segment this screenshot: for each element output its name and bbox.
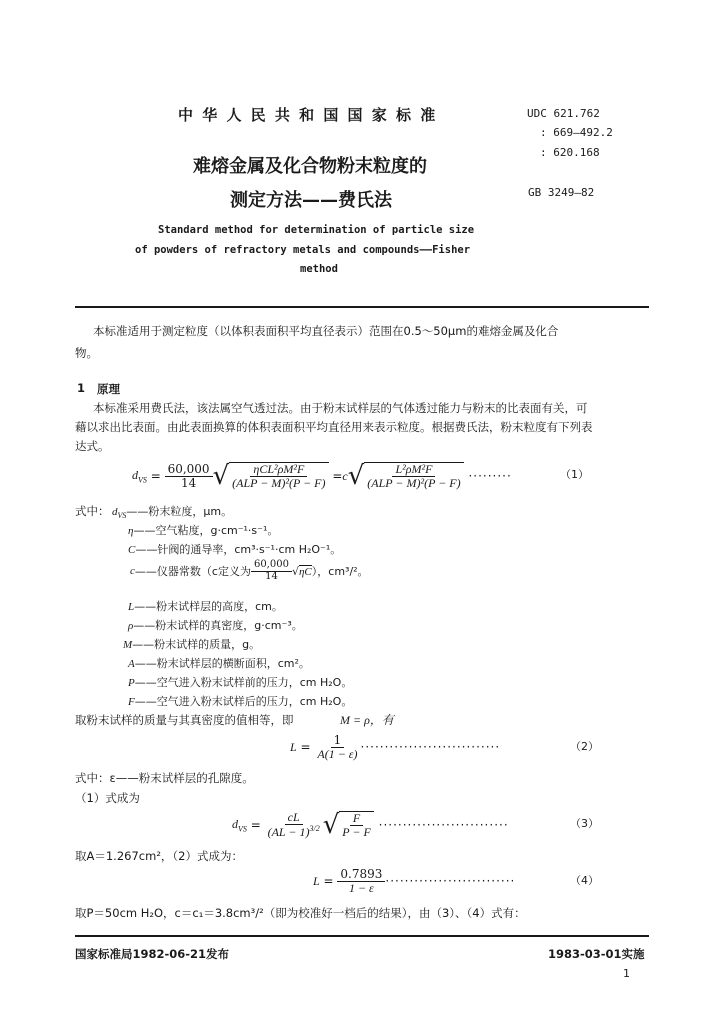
eq1-becomes: （1）式成为: [75, 791, 140, 805]
page-number: 1: [623, 967, 630, 980]
para-line1: 本标准采用费氏法，该法属空气透过法。由于粉末试样层的气体透过能力与粉末的比表面有关，可: [93, 401, 588, 415]
udc-code: UDC 621.762: [527, 107, 600, 120]
national-standard-heading: 中 华 人 民 共 和 国 国 家 标 准: [178, 106, 438, 124]
equation-1: $d_{VS}$ = $\frac{60,000}{14}$ √ $\frac{\text{ηCL²ρM²F}}{\text{(ALP − M)²(P − F)}}$ = c √ $\frac{\text{L²ρM²F}}{\text{(ALP − M)²(P − F)}}$ ·········: [132, 461, 512, 491]
para-line2: 藉以求出比表面。由此表面换算的体积表面积平均直径用来表示粒度。根据费氏法，粉末粒度有下列表: [75, 420, 593, 434]
footer-rule: [75, 935, 649, 937]
equation-2: L = $\frac{1}{A(1 - \varepsilon)}$ ·····························: [290, 732, 501, 761]
def-A: A——粉末试样层的横断面积，cm²。: [128, 657, 310, 670]
title-en-line3: method: [300, 263, 338, 275]
equation-3: $d_{VS}$ = $\frac{cL}{(AL - 1)^{3/2}}$ √ $\frac{F}{P - F}$ ···························: [232, 810, 509, 840]
def-P: P——空气进入粉末试样前的压力，cm H₂O。: [128, 676, 353, 689]
udc-code-line3: : 620.168: [540, 146, 600, 159]
def-C: C——针阀的通导率，cm³·s⁻¹·cm H₂O⁻¹。: [128, 543, 342, 556]
equation-2-number: （2）: [570, 740, 599, 753]
def-eta: η——空气粘度，g·cm⁻¹·s⁻¹。: [128, 524, 279, 537]
gb-number: GB 3249—82: [528, 186, 595, 199]
def-F: F——空气进入粉末试样后的压力，cm H₂O。: [128, 695, 353, 708]
def-L: L——粉末试样层的高度，cm。: [128, 600, 283, 613]
take-P: 取P＝50cm H₂O，c＝c₁＝3.8cm³/²（即为校准好一档后的结果），由（3）、（4）式有：: [75, 906, 526, 920]
def-dvs: $d_{VS}——$粉末粒度，μm。: [112, 505, 233, 521]
intro-line2: 物。: [75, 346, 98, 360]
title-en-line1: Standard method for determination of particle size: [158, 224, 475, 236]
def-M: M——粉末试样的质量，g。: [123, 638, 261, 651]
section-title: 原理: [97, 382, 120, 396]
equation-4-number: （4）: [570, 874, 599, 887]
equation-1-number: （1）: [560, 468, 589, 481]
where-eps: 式中：ε——粉末试样层的孔隙度。: [75, 771, 254, 785]
intro-line1: 本标准适用于测定粒度（以体积表面积平均直径表示）范围在0.5～50μm的难熔金属及化合: [93, 324, 559, 338]
issued-text: 国家标准局1982-06-21发布: [75, 947, 230, 961]
take-A: 取A＝1.267cm²，（2）式成为：: [75, 849, 243, 863]
take-mass-text: 取粉末试样的质量与其真密度的值相等，即: [75, 713, 294, 727]
para-line3: 达式。: [75, 439, 110, 453]
def-rho: ρ——粉末试样的真密度，g·cm⁻³。: [128, 619, 303, 632]
where-label: 式中：: [75, 504, 110, 518]
def-c: c ——仪器常数（c定义为 $\frac{60,000}{14}$ √ ηC ），cm³/²。: [130, 559, 369, 582]
equation-4: L = $\frac{0.7893}{1 - \varepsilon}$ ···························: [313, 866, 516, 895]
udc-code-line2: : 669—492.2: [540, 126, 613, 139]
title-cn-line1: 难熔金属及化合物粉末粒度的: [193, 156, 427, 177]
title-en-line2: of powders of refractory metals and compounds——Fisher: [135, 244, 471, 256]
title-cn-line2: 测定方法——费氏法: [230, 190, 392, 211]
header-rule: [75, 306, 649, 308]
equation-3-number: （3）: [570, 817, 599, 830]
effective-text: 1983-03-01实施: [548, 947, 645, 961]
section-number: 1: [77, 381, 86, 395]
take-mass-eq: M = ρ，有: [340, 713, 394, 727]
